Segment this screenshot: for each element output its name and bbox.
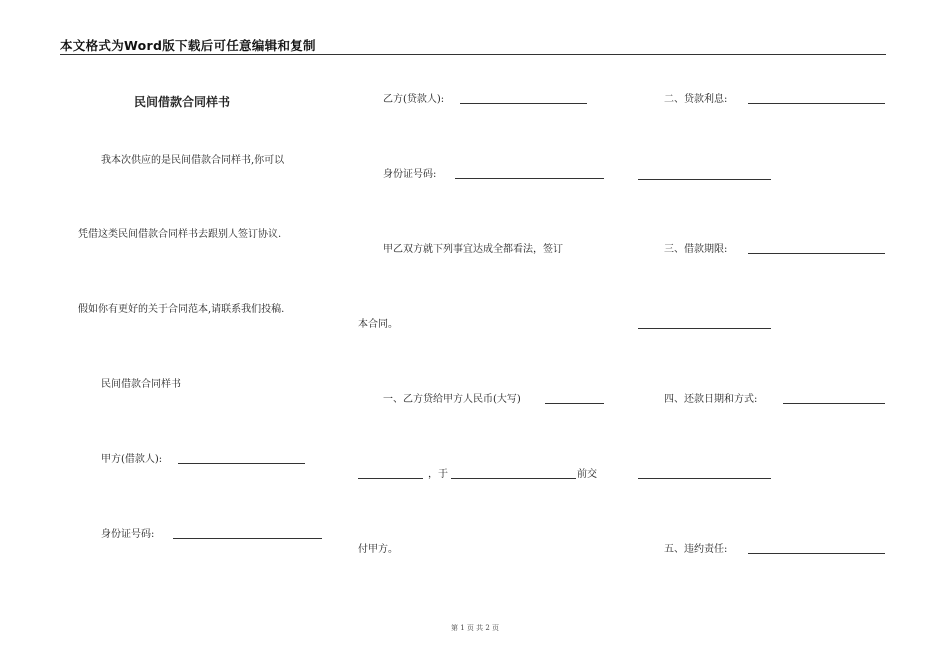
- party-a-blank[interactable]: [178, 463, 305, 464]
- liability-label: 五、违约责任:: [664, 544, 728, 555]
- agreement-line-2: 本合同。: [358, 319, 398, 330]
- liability-blank[interactable]: [748, 553, 885, 554]
- agreement-line-1: 甲乙双方就下列事宜达成全都看法，签订: [383, 244, 563, 255]
- subtitle: 民间借款合同样书: [101, 379, 181, 390]
- date-blank[interactable]: [451, 478, 576, 479]
- interest-blank-2[interactable]: [638, 179, 771, 180]
- header-text: 本文格式为Word版下载后可任意编辑和复制: [60, 38, 316, 53]
- clause-1-mid: ，于: [428, 469, 448, 480]
- page-header: [60, 36, 886, 55]
- term-label: 三、借款期限:: [664, 244, 728, 255]
- intro-line-3: 假如你有更好的关于合同范本,请联系我们投稿.: [78, 304, 285, 315]
- clause-1-line-3: 付甲方。: [358, 544, 398, 555]
- page-number: 第 1 页 共 2 页: [450, 624, 500, 632]
- intro-line-2: 凭借这类民间借款合同样书去跟别人签订协议.: [78, 229, 282, 240]
- amount-continued-blank[interactable]: [358, 478, 423, 479]
- interest-blank[interactable]: [748, 103, 885, 104]
- repayment-blank[interactable]: [783, 403, 885, 404]
- clause-1-end: 前交: [577, 469, 597, 480]
- document-title: 民间借款合同样书: [134, 95, 231, 109]
- repayment-blank-2[interactable]: [638, 478, 771, 479]
- intro-line-1: 我本次供应的是民间借款合同样书,你可以: [101, 155, 285, 166]
- id-a-blank[interactable]: [173, 538, 322, 539]
- party-a-label: 甲方(借款人):: [101, 454, 163, 465]
- party-b-label: 乙方(贷款人):: [383, 94, 445, 105]
- clause-1-label: 一、乙方贷给甲方人民币(大写): [383, 394, 521, 405]
- id-a-label: 身份证号码:: [101, 529, 155, 540]
- repayment-label: 四、还款日期和方式:: [664, 394, 758, 405]
- term-blank-2[interactable]: [638, 328, 771, 329]
- party-b-blank[interactable]: [460, 103, 587, 104]
- id-b-blank[interactable]: [455, 178, 604, 179]
- id-b-label: 身份证号码:: [383, 169, 437, 180]
- amount-blank[interactable]: [545, 403, 604, 404]
- term-blank[interactable]: [748, 253, 885, 254]
- interest-label: 二、贷款利息:: [664, 94, 728, 105]
